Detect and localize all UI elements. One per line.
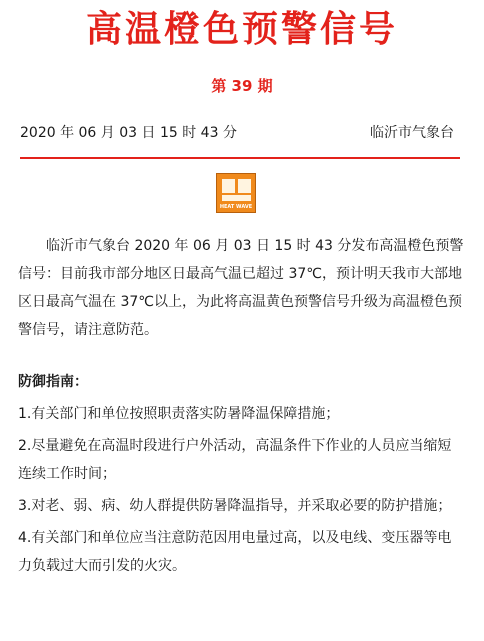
- guide-list: [18, 400, 464, 584]
- guide-item-4: 4.有关部门和单位应当注意防范因用电量过高，以及电线、变压器等电力负载过大而引发的火灾。: [18, 530, 452, 574]
- publish-datetime: 2020 年 06 月 03 日 15 时 43 分: [20, 125, 237, 141]
- issue-number: 第 39 期: [211, 77, 273, 95]
- guide-item-2: 2.尽量避免在高温时段进行户外活动，高温条件下作业的人员应当缩短连续工作时间；: [18, 438, 452, 482]
- guide-item-1: 1.有关部门和单位按照职责落实防暑降温保障措施；: [18, 406, 340, 422]
- meta-row: [0, 123, 484, 143]
- guide-item-3: 3.对老、弱、病、幼人群提供防暑降温指导，并采取必要的防护措施；: [18, 498, 452, 514]
- header-divider: [20, 157, 460, 159]
- heat-wave-signal-icon: [216, 173, 256, 213]
- page-title: 高温橙色预警信号: [85, 9, 398, 50]
- issuer-name: 临沂市气象台: [370, 125, 454, 141]
- guide-heading: 防御指南：: [18, 374, 88, 390]
- warning-paragraph: 临沂市气象台 2020 年 06 月 03 日 15 时 43 分发布高温橙色预警信号：目前我市部分地区日最高气温已超过 37℃，预计明天我市大部地区日最高气温在 37℃以上，为此将高温黄色预警信号升级为高温橙色预警信号，请注意防范。: [18, 238, 464, 338]
- signal-caption: HEAT WAVE: [219, 204, 253, 210]
